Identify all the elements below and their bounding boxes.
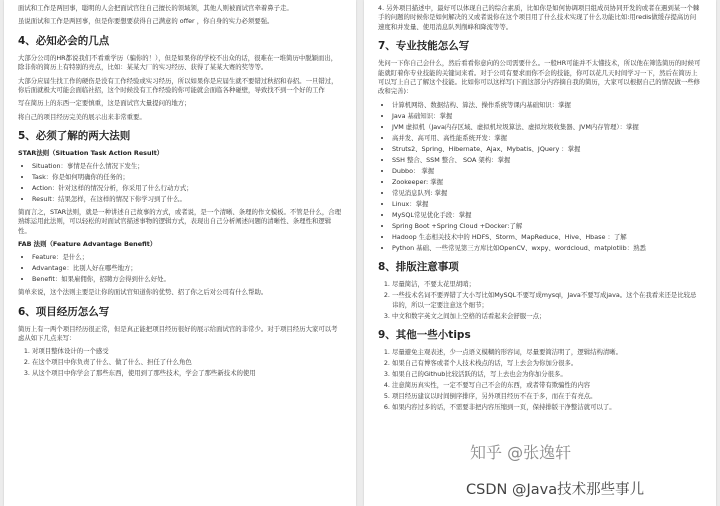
section-4-paragraph: 大部分公司的HR都说我们不看重学历（骗你的！），但是如果你的学校不出众的话，很难在一堆简历中脱颖而出，除非你的简历上有特别的亮点，比如：某某大厂的实习经历、获得了某某大赛的奖等等。 <box>18 53 338 72</box>
list-item: • SSH 整合、SSM 整合、 SOA 架构：掌握 <box>392 156 702 165</box>
list-item: • Advantage：比别人好在哪些地方； <box>32 264 342 273</box>
list-item: • JVM 虚拟机（Java内存区域、虚拟机垃圾算法、虚拟垃圾收集器、JVM内存管理）：掌握 <box>392 123 702 132</box>
list-item: • Hadoop 生态相关技术中的 HDFS、Storm、MapReduce、Hive、Hbase ：了解 <box>392 233 702 242</box>
section-7-heading: 7、专业技能怎么写 <box>378 40 470 53</box>
tips-list <box>378 348 702 412</box>
zhihu-watermark <box>470 440 571 463</box>
project-tips-list <box>18 347 342 378</box>
layout-notes-list <box>378 280 702 321</box>
list-item: 1. 尽量简洁，不要太花里胡哨； <box>392 280 702 289</box>
star-rule-list <box>18 162 342 204</box>
list-item: • Dubbo： 掌握 <box>392 167 702 176</box>
intro-paragraph-2: 虽说面试和工作是两回事，但是你要想要获得自己满意的 offer ，你自身的实力必须要强。 <box>18 17 274 26</box>
section-5-heading: 5、必须了解的两大法则 <box>18 130 131 143</box>
list-item: 4. 另外项目描述中，最好可以体现自己的综合素质，比如你是如何协调项目组成员协同开发的或者在遇到某一个棘手的问题的时候你是如何解决的又或者说你在这个项目用了什么技术实现了什么功能比如:用redis做缓存提高访问速度和并发量、使用消息队列削峰和降流等等。 <box>378 4 702 32</box>
list-item: • 高并发、高可用、高性能系统开发：掌握 <box>392 134 702 143</box>
fab-rule-list <box>18 253 342 284</box>
list-item: • Zookeeper: 掌握 <box>392 178 702 187</box>
list-item: 1. 尽量避免主观表述，少一点语义模糊的形容词，尽量要简洁明了，逻辑结构清晰。 <box>392 348 702 357</box>
list-item: 6. 如果内容过多的话，不需要非把内容压缩到一页，保持排版干净整洁就可以了。 <box>392 403 702 412</box>
watermark-text: 知乎 @张逸轩 <box>470 443 572 462</box>
list-item: • Situation：事情是在什么情况下发生； <box>32 162 342 171</box>
document-page-right <box>364 0 716 506</box>
list-item: • 常见消息队列: 掌握 <box>392 189 702 198</box>
section-4-paragraph: 将自己的项目经历完美的展示出来非常重要。 <box>18 112 146 121</box>
star-rule-paragraph: 简而言之，STAR法则，就是一种讲述自己故事的方式，或者说，是一个清晰、条理的作文模板。不管是什么，合理熟练运用此法则，可以轻松的对面试官描述事物的逻辑方式，表现出自己分析阐述问题的清晰性、条理性和逻辑性。 <box>18 208 342 235</box>
list-item: 4. 注意简历真实性，一定不要写自己不会的东西，或者带有欺骗性的内容 <box>392 381 702 390</box>
list-item: • Result：结果怎样，在这样的情况下你学习到了什么。 <box>32 195 342 204</box>
list-item: • Java 基础知识：掌握 <box>392 112 702 121</box>
list-item: • Python 基础、一些常见第三方库比如OpenCV、wxpy、wordcloud、matplotlib：熟悉 <box>392 244 702 253</box>
list-item: • Linux：掌握 <box>392 200 702 209</box>
section-7-paragraph: 先问一下你自己会什么，然后看看你意向的公司需要什么。一般HR可能并不太懂技术，所以他在筛选简历的时候可能就盯着你专业技能的关键词来看。对于公司有要求而你不会的技能，你可以花几天时间学习一下，然后在简历上可以写上自己了解这个技能。比如你可以这样写(下面这部分内容摘自我的简历，大家可以根据自己的情况做一些修改和完善)： <box>378 59 701 96</box>
list-item: 3. 如果自己的Github比较活跃的话，写上去也会为你加分很多。 <box>392 370 702 379</box>
section-4-paragraph: 大部分应届生找工作的硬伤是没有工作经验或实习经历，所以如果你是应届生就不要错过秋招和春招。一旦错过，你后面就极大可能会面临社招，这个时候没有工作经验的你可能就会面临各种碰壁，导致找不到一个好的工作 <box>18 76 338 95</box>
section-6-paragraph: 简历上有一两个项目经历很正常，但是真正能把项目经历很好的展示给面试官的非常少。对于项目经历大家可以考虑从如下几点来写： <box>18 324 338 342</box>
list-item: 5. 项目经历建议以时间倒序排序，另外项目经历不在于多，而在于有亮点。 <box>392 392 702 401</box>
list-item: 2. 一些技术名词不要弄错了大小写比如MySQL不要写成mysql，Java不要写成java。这个在我看来还是比较忌讳的，所以一定要注意这个细节； <box>392 291 702 310</box>
intro-paragraph-1: 面试和工作是两回事，聪明的人会把面试官往自己擅长的领域领，其他人则被面试官牵着鼻子走。 <box>18 4 293 12</box>
list-item: • Struts2、Spring、Hibernate、Ajax、Mybatis、JQuery ：掌握 <box>392 145 702 154</box>
list-item: • 计算机网络、数据结构、算法、操作系统等课内基础知识：掌握 <box>392 101 702 110</box>
skills-list <box>378 101 702 253</box>
section-9-heading: 9、其他一些小tips <box>378 329 471 342</box>
list-item: • Spring Boot +Spring Cloud +Docker:了解 <box>392 222 702 231</box>
list-item: • Feature：是什么； <box>32 253 342 262</box>
list-item: 2. 在这个项目中你负责了什么、做了什么、担任了什么角色 <box>32 358 342 367</box>
section-6-heading: 6、项目经历怎么写 <box>18 305 110 318</box>
fab-rule-paragraph: 简单来说，这个法则主要是让你的面试官知道你的优势、招了你之后对公司有什么帮助。 <box>18 288 268 297</box>
list-item: • MySQL常见优化手段：掌握 <box>392 211 702 220</box>
star-rule-title: STAR法则（Situation Task Action Result） <box>18 149 164 158</box>
csdn-watermark: CSDN @Java技术那些事儿 <box>466 482 645 498</box>
project-tips-list-continued <box>378 4 702 32</box>
list-item: 1. 对项目整体设计的一个感受 <box>32 347 342 356</box>
section-4-heading: 4、必知必会的几点 <box>18 34 110 47</box>
list-item: 3. 中文和数字英文之间加上空格的话看起来会舒服一点； <box>392 312 702 321</box>
list-item: 3. 从这个项目中你学会了那些东西，使用到了那些技术，学会了那些新技术的使用 <box>32 369 342 378</box>
document-page-left <box>4 0 356 506</box>
list-item: • Action：针对这样的情况分析，你采用了什么行动方式； <box>32 184 342 193</box>
list-item: • Task：你是如何明确你的任务的； <box>32 173 342 182</box>
list-item: • Benefit：如果雇佣你，招聘方会得到什么好处。 <box>32 275 342 284</box>
section-8-heading: 8、排版注意事项 <box>378 261 459 274</box>
section-4-paragraph: 写在简历上的东西一定要慎重，这是面试官大量提问的地方； <box>18 99 191 108</box>
list-item: 2. 如果自己有博客或者个人技术栈点的话，写上去会为你加分很多。 <box>392 359 702 368</box>
fab-rule-title: FAB 法则（Feature Advantage Benefit） <box>18 240 157 249</box>
